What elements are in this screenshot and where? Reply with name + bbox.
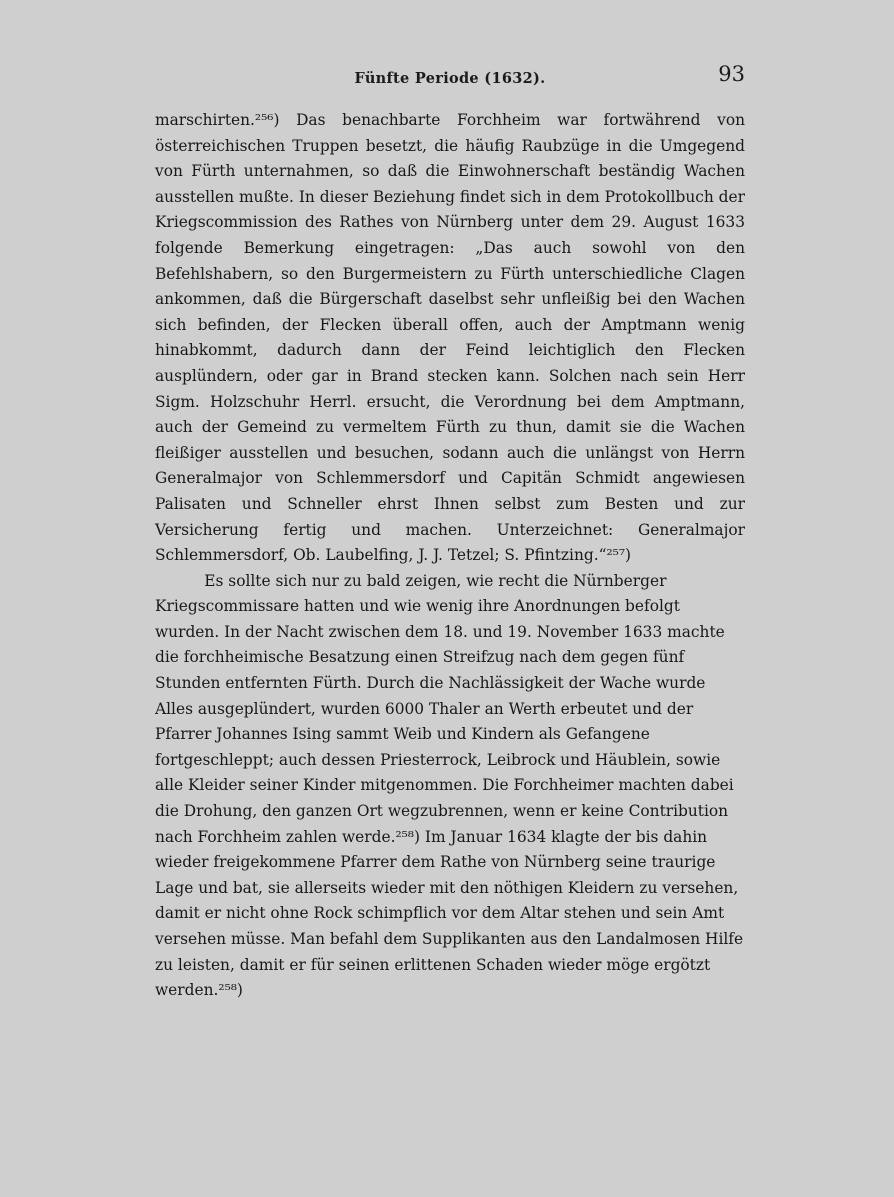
paragraph-1: marschirten.²⁵⁶) Das benachbarte Forchheim war fortwährend von österreichischen Truppen besetzt, die häufig Raubzüge in die Umgegend von Fürth unternahmen, so daß die Einwohnerschaft beständig Wachen ausstellen mußte. In dieser Beziehung findet sich in dem Protokollbuch der Kriegscommission des Rathes von Nürnberg unter dem 29. August 1633 folgende Bemerkung eingetragen: „Das auch sowohl von den Befehlshabern, so den Burgermeistern zu Fürth unterschiedliche Clagen ankommen, daß die Bürgerschaft daselbst sehr unfleißig bei den Wachen sich befinden, der Flecken überall offen, auch der Amptmann wenig hinabkommt, dadurch dann der Feind leichtiglich den Flecken ausplündern, oder gar in Brand stecken kann. Solchen nach sein Herr Sigm. Holzschuhr Herrl. ersucht, die Verordnung bei dem Amptmann, auch der Gemeind zu vermeltem Fürth zu thun, damit sie die Wachen fleißiger ausstellen und besuchen, sodann auch die unlängst von Herrn Generalmajor von Schlemmersdorf und Capitän Schmidt angewiesen Palisaten und Schneller ehrst Ihnen selbst zum Besten und zur Versicherung fertig und machen. Unterzeichnet: Generalmajor Schlemmersdorf, Ob. Laubelfing, J. J. Tetzel; S. Pfintzing.“²⁵⁷) [155, 111, 745, 565]
page-content-area [155, 62, 745, 1004]
running-head-title: Fünfte Periode (1632). [354, 70, 546, 87]
page-header [155, 62, 745, 102]
body-text [155, 108, 745, 1004]
page-number: 93 [718, 62, 745, 86]
paragraph-2: Es sollte sich nur zu bald zeigen, wie recht die Nürnberger Kriegscommissare hatten und wie wenig ihre Anordnungen befolgt wurden. In der Nacht zwischen dem 18. und 19. November 1633 machte die forchheimische Besatzung einen Streifzug nach dem gegen fünf Stunden entfernten Fürth. Durch die Nachlässigkeit der Wache wurde Alles ausgeplündert, wurden 6000 Thaler an Werth erbeutet und der Pfarrer Johannes Ising sammt Weib und Kindern als Gefangene fortgeschleppt; auch dessen Priesterrock, Leibrock und Häublein, sowie alle Kleider seiner Kinder mitgenommen. Die Forchheimer machten dabei die Drohung, den ganzen Ort wegzubrennen, wenn er keine Contribution nach Forchheim zahlen werde.²⁵⁸) Im Januar 1634 klagte der bis dahin wieder freigekommene Pfarrer dem Rathe von Nürnberg seine traurige Lage und bat, sie allerseits wieder mit den nöthigen Kleidern zu versehen, damit er nicht ohne Rock schimpflich vor dem Altar stehen und sein Amt versehen müsse. Man befahl dem Supplikanten aus den Landalmosen Hilfe zu leisten, damit er für seinen erlittenen Schaden wieder möge ergötzt werden.²⁵⁸) [155, 571, 744, 1000]
